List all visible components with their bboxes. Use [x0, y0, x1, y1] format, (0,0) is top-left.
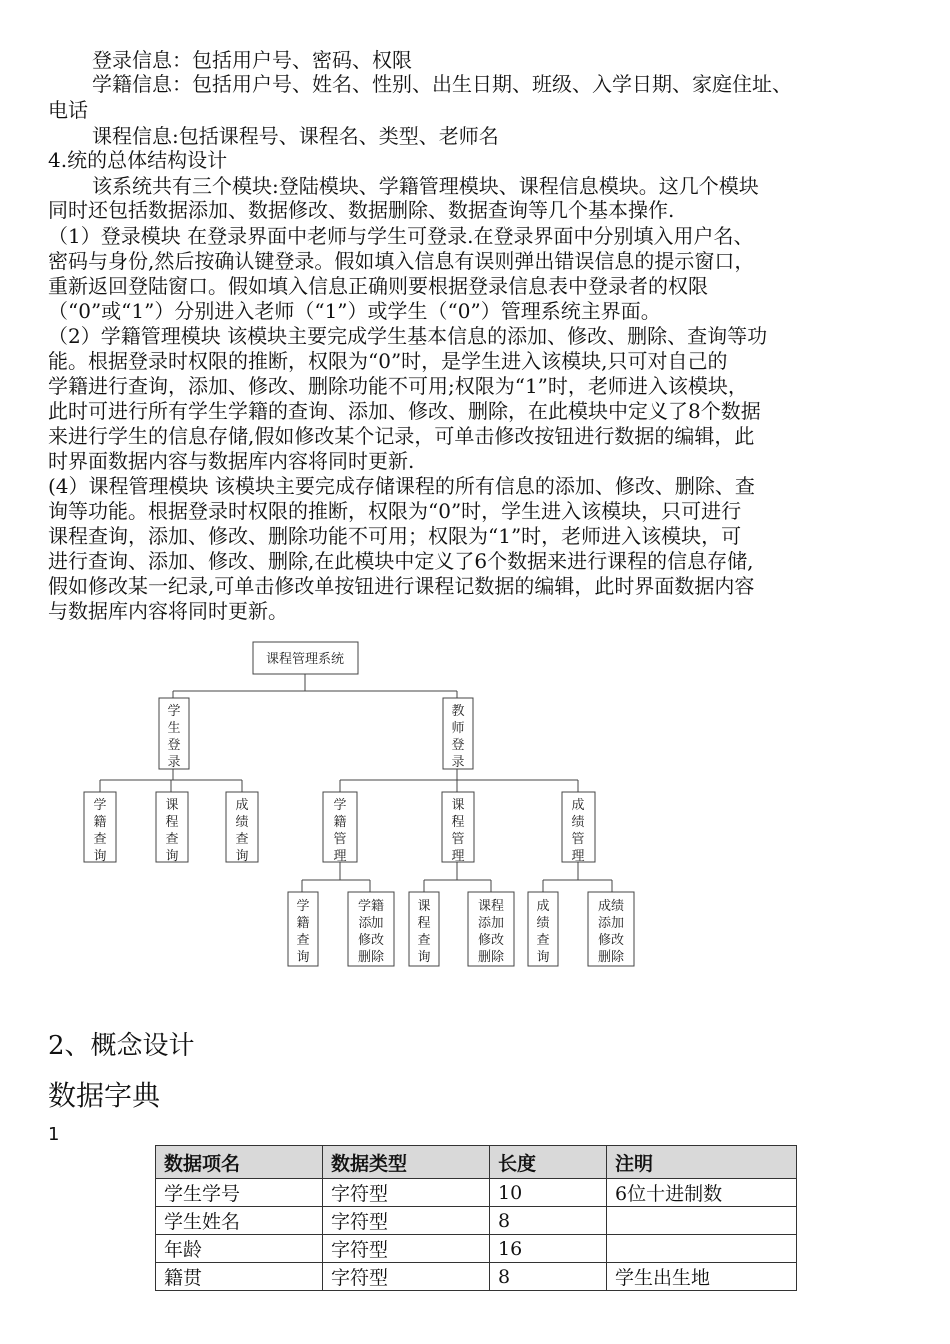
- svg-text:添加: 添加: [597, 916, 625, 931]
- body-line: 与数据库内容将同时更新。: [48, 599, 288, 623]
- table-cell: 8: [490, 1207, 607, 1235]
- svg-text:登: 登: [451, 738, 465, 753]
- body-line: (4）课程管理模块 该模块主要完成存储课程的所有信息的添加、修改、删除、查: [48, 474, 755, 498]
- svg-text:管: 管: [333, 832, 347, 847]
- table-row: [156, 1235, 797, 1263]
- svg-text:生: 生: [167, 721, 181, 736]
- svg-text:询: 询: [165, 849, 179, 864]
- table-cell: 16: [490, 1235, 607, 1263]
- diagram-leaf-grade-edit: [588, 892, 634, 966]
- svg-text:询: 询: [93, 849, 107, 864]
- diagram-leaf-course-edit: [468, 892, 514, 966]
- svg-text:添: 添: [358, 916, 372, 931]
- body-line: （2）学籍管理模块 该模块主要完成学生基本信息的添加、修改、删除、查询等功: [48, 324, 768, 348]
- svg-text:成绩: 成绩: [597, 899, 625, 914]
- svg-text:查: 查: [93, 832, 107, 847]
- diagram-leaf-record-query: [288, 892, 318, 966]
- svg-text:管: 管: [571, 832, 585, 847]
- svg-text:修改: 修改: [597, 933, 625, 948]
- table-cell: 字符型: [323, 1179, 490, 1207]
- svg-text:籍: 籍: [333, 815, 347, 830]
- svg-text:询: 询: [296, 950, 310, 965]
- svg-text:学: 学: [296, 899, 310, 914]
- svg-text:询: 询: [417, 950, 431, 965]
- svg-text:修改: 修改: [477, 933, 505, 948]
- body-line: 密码与身份,然后按确认键登录。假如填入信息有误则弹出错误信息的提示窗口，: [48, 249, 755, 273]
- body-line: 课程查询，添加、修改、删除功能不可用；权限为“1”时，老师进入该模块，可: [48, 524, 742, 548]
- student-info-line-cont: 电话: [48, 98, 88, 122]
- diagram-leaf-grade-query: [528, 892, 558, 966]
- table-cell: 年龄: [156, 1235, 323, 1263]
- svg-text:课: 课: [165, 798, 179, 813]
- svg-text:绩: 绩: [536, 916, 550, 931]
- body-line: 时界面数据内容与数据库内容将同时更新.: [48, 449, 415, 473]
- table-cell: 6位十进制数: [607, 1179, 797, 1207]
- diagram-student-course-query-node: [156, 792, 188, 864]
- svg-text:查: 查: [536, 933, 550, 948]
- svg-text:理: 理: [333, 849, 347, 864]
- body-line: 进行查询、添加、修改、删除,在此模块中定义了6个数据来进行课程的信息存储,: [48, 549, 754, 573]
- svg-text:学: 学: [167, 704, 181, 719]
- student-info-line: 学籍信息：包括用户号、姓名、性别、出生日期、班级、入学日期、家庭住址、: [92, 72, 792, 96]
- diagram-teacher-login-node: [443, 698, 473, 770]
- body-line: 询等功能。根据登录时权限的推断，权限为“0”时，学生进入该模块，只可进行: [48, 499, 742, 523]
- svg-text:程: 程: [417, 916, 431, 931]
- diagram-student-record-query-node: [84, 792, 116, 864]
- course-info-line: 课程信息:包括课程号、课程名、类型、老师名: [92, 124, 499, 148]
- svg-text:加: 加: [370, 916, 384, 931]
- table-cell: 学生姓名: [156, 1207, 323, 1235]
- body-line: 能。根据登录时权限的推断，权限为“0”时，是学生进入该模块,只可对自己的: [48, 349, 728, 373]
- svg-text:添加: 添加: [477, 916, 505, 931]
- diagram-student-login-node: [159, 698, 189, 770]
- table-cell: 字符型: [323, 1235, 490, 1263]
- svg-text:查: 查: [235, 832, 249, 847]
- diagram-grade-management-node: [562, 792, 595, 864]
- svg-text:查: 查: [165, 832, 179, 847]
- table-cell: 字符型: [323, 1263, 490, 1291]
- svg-text:成: 成: [536, 899, 550, 914]
- svg-text:课: 课: [451, 798, 465, 813]
- svg-text:理: 理: [451, 849, 465, 864]
- body-line: 此时可进行所有学生学籍的查询、添加、修改、删除，在此模块中定义了8个数据: [48, 399, 761, 423]
- table-row: [156, 1207, 797, 1235]
- header-cell: 数据项名: [156, 1146, 323, 1179]
- structure-heading: 4.统的总体结构设计: [48, 148, 228, 172]
- svg-text:课程: 课程: [477, 899, 505, 914]
- svg-text:询: 询: [235, 849, 249, 864]
- svg-text:绩: 绩: [571, 815, 585, 830]
- table-cell: 8: [490, 1263, 607, 1291]
- diagram-course-management-node: [442, 792, 474, 864]
- svg-text:录: 录: [451, 755, 465, 770]
- table-cell: 学生学号: [156, 1179, 323, 1207]
- diagram-root-node: [253, 642, 358, 674]
- table-row: [156, 1263, 797, 1291]
- svg-text:学籍: 学籍: [357, 899, 385, 914]
- table-cell: 字符型: [323, 1207, 490, 1235]
- table-cell: 10: [490, 1179, 607, 1207]
- table-cell: 学生出生地: [607, 1263, 797, 1291]
- svg-text:籍: 籍: [296, 916, 310, 931]
- table-header-row: [156, 1146, 797, 1179]
- sub-heading: 数据字典: [48, 1079, 161, 1112]
- body-line: 同时还包括数据添加、数据修改、数据删除、数据查询等几个基本操作.: [48, 198, 675, 222]
- table-number: 1: [48, 1124, 60, 1145]
- body-line: 该系统共有三个模块:登陆模块、学籍管理模块、课程信息模块。这几个模块: [92, 174, 759, 198]
- diagram-leaf-course-query: [409, 892, 439, 966]
- body-line: 来进行学生的信息存储,假如修改某个记录，可单击修改按钮进行数据的编辑，此: [48, 424, 755, 448]
- svg-text:程: 程: [451, 815, 465, 830]
- svg-text:学: 学: [93, 798, 107, 813]
- system-structure-diagram: [80, 636, 660, 976]
- header-cell: 注明: [607, 1146, 797, 1179]
- svg-text:课程管理系统: 课程管理系统: [265, 652, 345, 667]
- svg-text:教: 教: [451, 704, 465, 719]
- svg-text:查: 查: [417, 933, 431, 948]
- svg-text:删除: 删除: [477, 950, 505, 965]
- svg-text:学: 学: [333, 798, 347, 813]
- svg-text:管: 管: [451, 832, 465, 847]
- diagram-student-grade-query-node: [226, 792, 258, 864]
- svg-text:绩: 绩: [235, 815, 249, 830]
- table-cell: [607, 1207, 797, 1235]
- data-dictionary-table: [155, 1145, 797, 1291]
- body-line: 假如修改某一纪录,可单击修改单按钮进行课程记数据的编辑，此时界面数据内容: [48, 574, 755, 598]
- diagram-leaf-record-edit: [348, 892, 394, 966]
- body-line: （“0”或“1”）分别进入老师（“1”）或学生（“0”）管理系统主界面。: [48, 299, 661, 323]
- header-cell: 长度: [490, 1146, 607, 1179]
- svg-text:成: 成: [571, 798, 585, 813]
- svg-text:询: 询: [536, 950, 550, 965]
- svg-text:籍: 籍: [93, 815, 107, 830]
- table-cell: [607, 1235, 797, 1263]
- svg-text:理: 理: [571, 849, 585, 864]
- svg-text:登: 登: [167, 738, 181, 753]
- diagram-record-management-node: [323, 792, 357, 864]
- header-cell: 数据类型: [323, 1146, 490, 1179]
- svg-text:课: 课: [417, 899, 431, 914]
- svg-text:查: 查: [296, 933, 310, 948]
- svg-text:删除: 删除: [357, 950, 385, 965]
- body-line: 重新返回登陆窗口。假如填入信息正确则要根据登录信息表中登录者的权限: [48, 274, 708, 298]
- login-info-line: 登录信息：包括用户号、密码、权限: [92, 48, 412, 72]
- body-line: （1）登录模块 在登录界面中老师与学生可登录.在登录界面中分别填入用户名、: [48, 224, 754, 248]
- svg-text:录: 录: [167, 755, 181, 770]
- svg-text:成: 成: [235, 798, 249, 813]
- svg-text:程: 程: [165, 815, 179, 830]
- section-heading: 2、概念设计: [48, 1031, 195, 1061]
- svg-text:修改: 修改: [357, 933, 385, 948]
- table-cell: 籍贯: [156, 1263, 323, 1291]
- body-line: 学籍进行查询，添加、修改、删除功能不可用;权限为“1”时，老师进入该模块，: [48, 374, 748, 398]
- svg-text:师: 师: [451, 721, 465, 736]
- svg-text:删除: 删除: [597, 950, 625, 965]
- table-row: [156, 1179, 797, 1207]
